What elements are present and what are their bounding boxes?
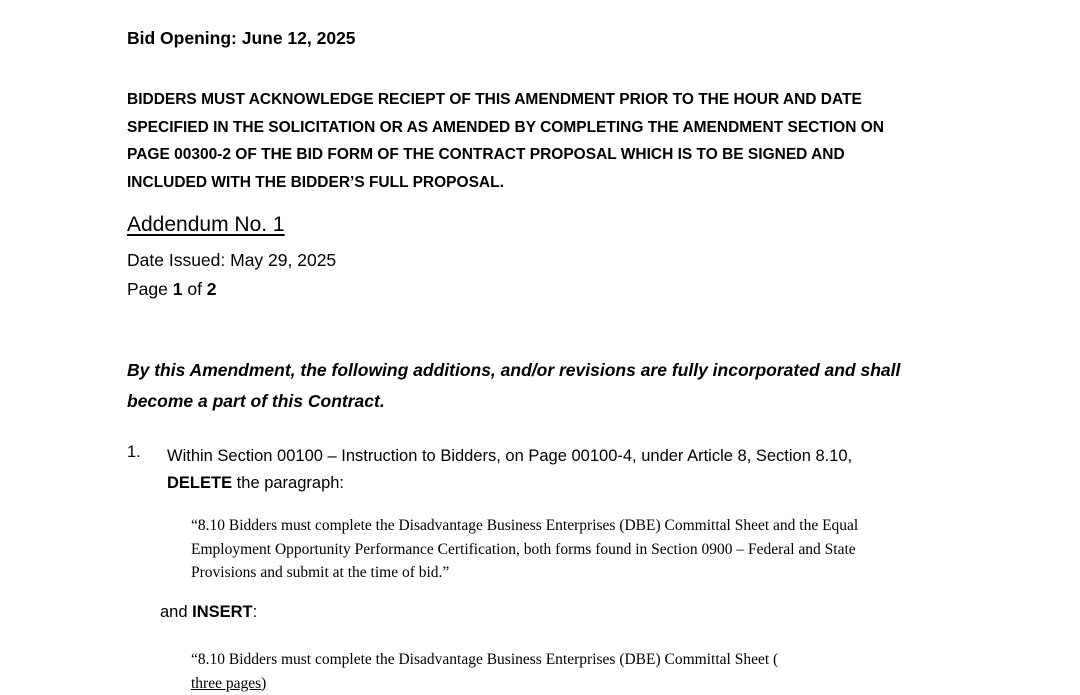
item-instruction xyxy=(167,443,967,496)
item-line: Within Section 00100 – Instruction to Bidders, on Page 00100-4, under Article 8, Section 8.10, xyxy=(167,443,967,470)
acknowledgement-notice xyxy=(127,86,947,196)
amendment-intro xyxy=(127,355,967,416)
date-issued: Date Issued: May 29, 2025 xyxy=(127,250,336,271)
notice-line: SPECIFIED IN THE SOLICITATION OR AS AMENDED BY COMPLETING THE AMENDMENT SECTION ON xyxy=(127,114,947,142)
deleted-paragraph-quote xyxy=(191,514,961,585)
quote-line: Employment Opportunity Performance Certification, both forms found in Section 0900 – Federal and State xyxy=(191,538,961,562)
intro-line: By this Amendment, the following additions, and/or revisions are fully incorporated and shall xyxy=(127,355,967,386)
notice-line: INCLUDED WITH THE BIDDER’S FULL PROPOSAL. xyxy=(127,169,947,197)
bid-opening-date: Bid Opening: June 12, 2025 xyxy=(127,28,356,49)
item-line xyxy=(167,470,967,497)
quote-line: “8.10 Bidders must complete the Disadvantage Business Enterprises (DBE) Committal Sheet and the Equal xyxy=(191,514,961,538)
page-prefix: Page xyxy=(127,279,173,299)
page-total: 2 xyxy=(207,279,217,299)
notice-line: PAGE 00300-2 OF THE BID FORM OF THE CONTRACT PROPOSAL WHICH IS TO BE SIGNED AND xyxy=(127,141,947,169)
and-insert-instruction xyxy=(160,603,257,622)
underlined-phrase: three pages) xyxy=(191,672,961,695)
page-count xyxy=(127,279,217,300)
item-number: 1. xyxy=(127,443,141,462)
page-current: 1 xyxy=(173,279,183,299)
quote-start: “8.10 Bidders must complete the Disadvantage Business Enterprises (DBE) Committal Sheet ( xyxy=(191,648,961,672)
quote-line xyxy=(191,648,961,695)
item-line-rest: the paragraph: xyxy=(232,474,344,492)
notice-line: BIDDERS MUST ACKNOWLEDGE RECIEPT OF THIS AMENDMENT PRIOR TO THE HOUR AND DATE xyxy=(127,86,947,114)
quote-line: Provisions and submit at the time of bid.” xyxy=(191,561,961,585)
intro-line: become a part of this Contract. xyxy=(127,386,967,417)
page-of: of xyxy=(182,279,206,299)
delete-keyword: DELETE xyxy=(167,474,232,492)
addendum-title: Addendum No. 1 xyxy=(127,213,285,237)
insert-keyword: INSERT xyxy=(192,603,253,621)
inserted-paragraph-quote xyxy=(191,648,961,695)
and-prefix: and xyxy=(160,603,192,621)
and-suffix: : xyxy=(253,603,258,621)
